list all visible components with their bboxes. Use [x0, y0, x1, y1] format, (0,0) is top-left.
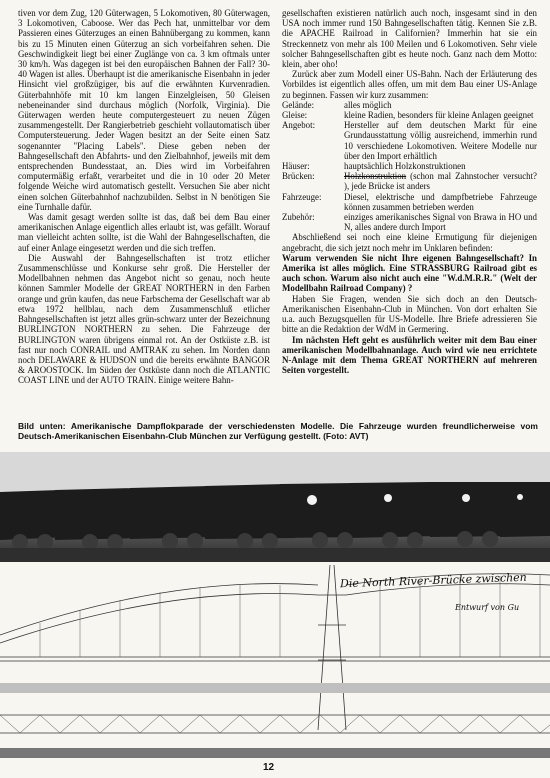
summary-value: kleine Radien, besonders für kleine Anlagen geeignet — [344, 110, 534, 121]
summary-key: Häuser: — [282, 161, 310, 172]
summary-row — [282, 192, 537, 212]
drawing-subtitle: Entwurf von Gu — [455, 603, 520, 612]
summary-row — [282, 110, 537, 120]
summary-key: Gleise: — [282, 110, 308, 121]
summary-value — [344, 171, 537, 191]
summary-value: alles möglich — [344, 99, 392, 110]
summary-row — [282, 120, 537, 161]
summary-value-text: (schon mal Zahnstocher versucht? ), jede Brücke ist anders — [344, 171, 537, 192]
paragraph: Warum verwenden Sie nicht Ihre eigenen Bahngesellschaft? In Amerika ist alles möglich. Eine STRASSBURG Railroad gibt es auch schon. Warum also nicht auch eine "W.d.M.R.R." (Welt der Modellbahn Railroad Company) ? — [282, 252, 537, 294]
paragraph: Die Auswahl der Bahngesellschaften ist trotz etlicher Zusammenschlüsse und Konkurse sehr groß. Die Hersteller der Modellbahnen nehmen das Angebot nicht so genau, noch heute können Sammler Modelle der GREAT NORTHERN in den Farben orange und grün kaufen, das neue Farbschema der Gesellschaft war ab etwa 1972 hellblau, nach dem Zusammenschluß etlicher Bahngesellschaften ist jetzt alles grün-schwarz unter der Bezeichnung BURLINGTON NORTHERN zu sehen. Die Fahrzeuge der BURLINGTON waren übrigens einmal rot. An der Ostküste z.B. ist fast nur noch CONRAIL und AMTRAK zu sehen. Im Norden dann noch DELAWARE & HUDSON und die bereits erwähnte BANGOR & AROOSTOCK. Im Süden der Ostküste dann noch die ATLANTIC COAST LINE und der AUTO TRAIN. Einige weitere Bahn- — [18, 252, 270, 386]
paragraph: Abschließend sei noch eine kleine Ermutigung für diejenigen angebracht, die sich jetzt noch mehr im Unklaren befinden: — [282, 232, 537, 253]
summary-list — [282, 100, 537, 233]
locomotive-row — [0, 482, 550, 540]
bridge-illustration — [0, 565, 550, 760]
paragraph: Was damit gesagt werden sollte ist das, daß bei dem Bau einer amerikanischen Anlage eigentlich alles erlaubt ist, was gefällt. Worauf man vielleicht achten sollte, ist die Wahl der Bahngesellschaften, die auf einer Anlage eingesetzt werden und die sich treffen. — [18, 212, 270, 253]
bridge-drawing — [0, 565, 550, 760]
summary-row — [282, 100, 537, 110]
left-text-column — [18, 8, 270, 386]
summary-value: Hersteller auf dem deutschen Markt für eine Grundausstattung völlig ausreichend, immerhin rund 10 verschiedene Lokomotiven. Weitere Modelle nur über den Import erhältlich — [344, 120, 537, 161]
struck-text: Holzkonstruktion — [344, 171, 407, 182]
summary-value: Diesel, elektrische und dampfbetriebe Fahrzeuge können zusammen betrieben werden — [344, 191, 537, 212]
summary-value: einziges amerikanisches Signal von Brawa in HO und N, alles andere durch Import — [344, 212, 537, 233]
summary-key: Gelände: — [282, 99, 315, 110]
paragraph: Zurück aber zum Modell einer US-Bahn. Nach der Erläuterung des Vorbildes ist eigentlich alles offen, um mit dem Bau einer US-Anlage zu beginnen. Fassen wir kurz zusammen: — [282, 69, 537, 100]
summary-key: Zubehör: — [282, 212, 315, 223]
paragraph: tiven vor dem Zug, 120 Güterwagen, 5 Lokomotiven, 80 Güterwagen, 3 Lokomotiven, Caboose. Wer das Pech hat, unmittelbar vor dem Passieren eines Güterzuges an einen Bahnübergang zu kommen, kann bis zu 15 Minuten einen Güterzug an sich vorbeifahren sehen. Die Geschwindigkeit liegt bei einer Zuglänge von ca. 3 km oftmals unter 30 km/h. Was dagegen ist bei den europäischen Bahnen der Fall? 30-40 Wagen ist alles. Überhaupt ist die amerikanische Eisenbahn in jeder Hinsicht viel großzügiger, bis auf die erwähnten Kurvenradien. Güterbahnhöfe mit 10 km langen Einzelgleisen, 50 Gleisen nebeneinander sind durchaus möglich (Norfolk, Virginia). Die Güterwagen werden heute computergesteuert zu neuen Zügen zusammengestellt. Der Rangierbetrieb geschieht vollautomatisch über Computersteuerung. Jeder Wagen besitzt an der Seite einen Satz sogenannter "Placing Labels". Diese geben neben der Bahngesellschaft den Abfahrts- und den Zielbahnhof, jeweils mit dem entsprechenden Bundesstaat, an. Dies wird im Vorbeifahren computermäßig erfaßt, verarbeitet und die in 10 oder 20 Meter folgende Weiche wird automatisch gestellt. Versuchen Sie aber nicht einen solchen Güterbahnhof nachzubilden. Selbst in N benötigen Sie eine Turnhalle dafür. — [18, 8, 270, 212]
drawing-title: Die North River-Brücke zwischen — [339, 570, 527, 591]
page-number: 12 — [263, 762, 275, 773]
summary-key: Brücken: — [282, 171, 315, 182]
paragraph: Im nächsten Heft geht es ausführlich weiter mit dem Bau einer amerikanischen Modellbahnanlage. Auch wird wie neu errichtete N-Anlage mit dem Thema GREAT NORTHERN auf mehreren Seiten vorgestellt. — [282, 334, 537, 376]
summary-row — [282, 212, 537, 232]
summary-row — [282, 171, 537, 191]
summary-key: Fahrzeuge: — [282, 191, 322, 202]
photo-caption: Bild unten: Amerikanische Dampflokparade der verschiedensten Modelle. Die Fahrzeuge wurden freundlicherweise vom Deutsch-Amerikanischen Eisenbahn-Club München zur Verfügung gestellt. (Foto: AVT) — [18, 421, 538, 441]
paragraph: Haben Sie Fragen, wenden Sie sich doch an den Deutsch-Amerikanischen Eisenbahn-Club in München. Von dort erhalten Sie u.a. auch Bezugsquellen für US-Modelle. Ihre Briefe adressieren Sie bitte an die Redaktion der WdM in Germering. — [282, 293, 537, 335]
paragraph: gesellschaften existieren natürlich auch noch, insgesamt sind in den USA noch immer rund 150 Bahngesellschaften tätig. Kennen Sie z.B. die APACHE Railroad in Californien? Immerhin hat sie ein Streckennetz von mehr als 100 Meilen und 6 Lokomotiven. Sehr viele solcher Bahngesellschaften gibt es heute noch. Ganz nach dem Motto: klein, aber oho! — [282, 8, 537, 70]
summary-key: Angebot: — [282, 120, 316, 131]
locomotive-illustration — [0, 452, 550, 562]
right-text-column — [282, 8, 537, 375]
summary-value: hauptsächlich Holzkonstruktionen — [344, 161, 466, 172]
summary-row — [282, 161, 537, 171]
locomotive-parade-photo — [0, 452, 550, 562]
